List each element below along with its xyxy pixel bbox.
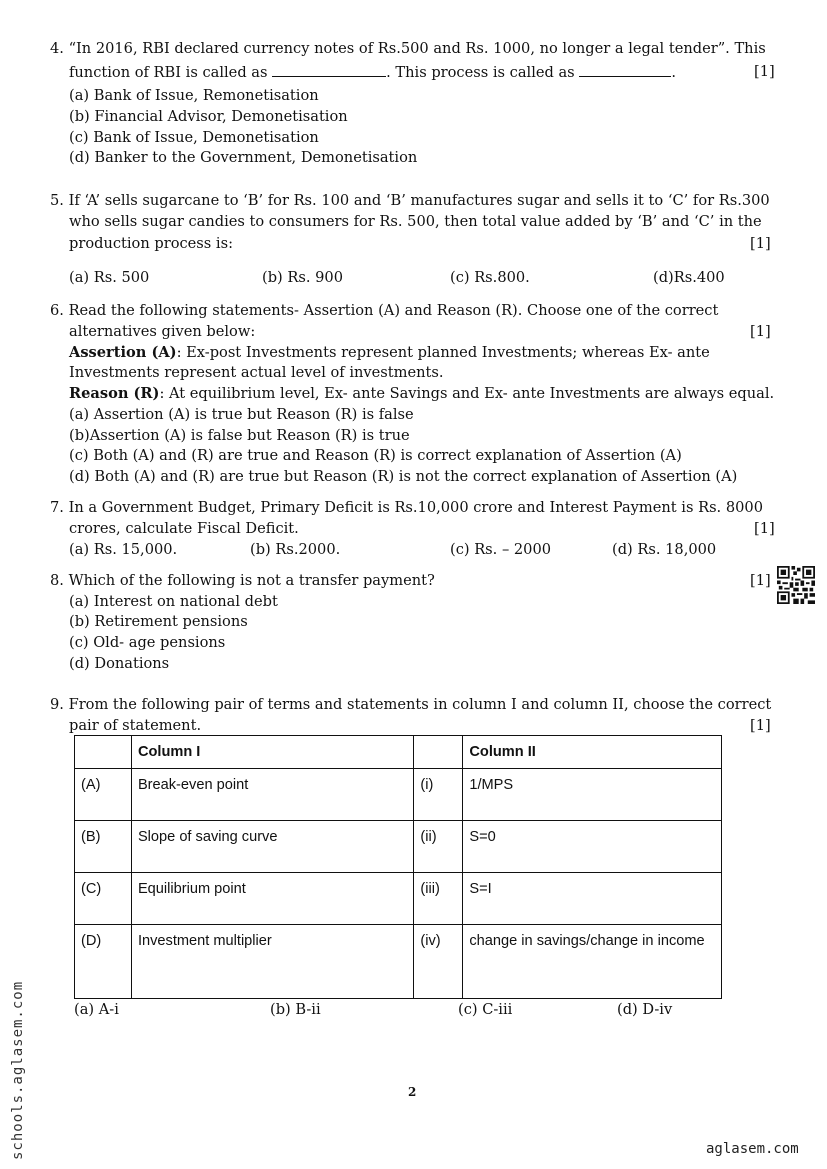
q4-blank-1 — [272, 62, 386, 77]
q8-line1: 8. Which of the following is not a transfer payment? — [50, 572, 435, 589]
q4-mark: [1] — [754, 63, 775, 80]
reason-label: Reason (R) — [69, 385, 160, 402]
page-number: 2 — [408, 1085, 417, 1099]
q4-option-c: (c) Bank of Issue, Demonetisation — [69, 129, 319, 146]
q9-option-c: (c) C-iii — [458, 1001, 513, 1018]
q6-line1: 6. Read the following statements- Assertion (A) and Reason (R). Choose one of the correct — [50, 302, 719, 319]
q4-line2: function of RBI is called as . This process is called as . — [69, 64, 676, 81]
table-row — [75, 821, 722, 873]
q6-option-a: (a) Assertion (A) is true but Reason (R) is false — [69, 406, 414, 423]
q6-line2: alternatives given below: — [69, 323, 256, 340]
q9-option-b: (b) B-ii — [270, 1001, 321, 1018]
q6-option-b: (b)Assertion (A) is false but Reason (R) is true — [69, 427, 410, 444]
q9-option-a: (a) A-i — [74, 1001, 119, 1018]
q4-blank-2 — [579, 62, 671, 77]
table-cell: (D) — [75, 925, 132, 999]
table-row — [75, 925, 722, 999]
column-match-table — [74, 735, 722, 999]
table-cell: (iii) — [414, 873, 463, 925]
q4-line1: 4. “In 2016, RBI declared currency notes of Rs.500 and Rs. 1000, no longer a legal tender”. This — [50, 40, 766, 57]
table-cell: 1/MPS — [463, 769, 722, 821]
table-header-cell: Column II — [463, 736, 722, 769]
q9-line1: 9. From the following pair of terms and statements in column I and column II, choose the correct — [50, 696, 772, 713]
table-cell: S=0 — [463, 821, 722, 873]
footer-watermark: aglasem.com — [706, 1141, 799, 1157]
table-header-cell: Column I — [131, 736, 413, 769]
table-cell: Investment multiplier — [131, 925, 413, 999]
q5-option-d: (d)Rs.400 — [653, 269, 725, 286]
q6-reason: Reason (R): At equilibrium level, Ex- ante Savings and Ex- ante Investments are always equal. — [69, 385, 775, 402]
table-cell: Slope of saving curve — [131, 821, 413, 873]
table-row — [75, 873, 722, 925]
q7-line2: crores, calculate Fiscal Deficit. — [69, 520, 299, 537]
table-header-row — [75, 736, 722, 769]
q5-mark: [1] — [750, 235, 771, 252]
q8-option-b: (b) Retirement pensions — [69, 613, 248, 630]
q6-option-c: (c) Both (A) and (R) are true and Reason (R) is correct explanation of Assertion (A) — [69, 447, 682, 464]
q5-option-a: (a) Rs. 500 — [69, 269, 150, 286]
table-header-cell — [414, 736, 463, 769]
table-cell: (C) — [75, 873, 132, 925]
table-cell: Break-even point — [131, 769, 413, 821]
assertion-label: Assertion (A) — [69, 344, 177, 361]
q5-line2: who sells sugar candies to consumers for Rs. 500, then total value added by ‘B’ and ‘C’ in the — [69, 213, 762, 230]
q5-option-c: (c) Rs.800. — [450, 269, 530, 286]
table-header-cell — [75, 736, 132, 769]
q6-assertion-cont: Investments represent actual level of investments. — [69, 364, 444, 381]
q9-mark: [1] — [750, 717, 771, 734]
q8-option-c: (c) Old- age pensions — [69, 634, 226, 651]
table-cell: (A) — [75, 769, 132, 821]
q7-line1: 7. In a Government Budget, Primary Deficit is Rs.10,000 crore and Interest Payment is Rs. 8000 — [50, 499, 763, 516]
q4-option-d: (d) Banker to the Government, Demonetisation — [69, 149, 418, 166]
q5-line3: production process is: — [69, 235, 233, 252]
q9-option-d: (d) D-iv — [617, 1001, 673, 1018]
table-cell: (iv) — [414, 925, 463, 999]
side-watermark: schools.aglasem.com — [10, 980, 26, 1160]
table-cell: Equilibrium point — [131, 873, 413, 925]
q4-option-a: (a) Bank of Issue, Remonetisation — [69, 87, 319, 104]
table-cell: change in savings/change in income — [463, 925, 722, 999]
q6-mark: [1] — [750, 323, 771, 340]
q5-option-b: (b) Rs. 900 — [262, 269, 343, 286]
table-cell: (i) — [414, 769, 463, 821]
table-cell: (ii) — [414, 821, 463, 873]
q5-line1: 5. If ‘A’ sells sugarcane to ‘B’ for Rs. 100 and ‘B’ manufactures sugar and sells it to ‘C’ for Rs.300 — [50, 192, 770, 209]
qr-code-icon — [777, 566, 815, 604]
q7-option-b: (b) Rs.2000. — [250, 541, 341, 558]
q8-option-a: (a) Interest on national debt — [69, 593, 278, 610]
q8-option-d: (d) Donations — [69, 655, 170, 672]
table-cell: (B) — [75, 821, 132, 873]
q6-assertion: Assertion (A): Ex-post Investments represent planned Investments; whereas Ex- ante — [69, 344, 710, 361]
q8-mark: [1] — [750, 572, 771, 589]
q9-line2: pair of statement. — [69, 717, 202, 734]
q7-mark: [1] — [754, 520, 775, 537]
table-cell: S=I — [463, 873, 722, 925]
q7-option-a: (a) Rs. 15,000. — [69, 541, 178, 558]
q4-option-b: (b) Financial Advisor, Demonetisation — [69, 108, 348, 125]
q6-option-d: (d) Both (A) and (R) are true but Reason (R) is not the correct explanation of Assertion (A) — [69, 468, 738, 485]
q7-option-c: (c) Rs. – 2000 — [450, 541, 552, 558]
q7-option-d: (d) Rs. 18,000 — [612, 541, 717, 558]
table-row — [75, 769, 722, 821]
